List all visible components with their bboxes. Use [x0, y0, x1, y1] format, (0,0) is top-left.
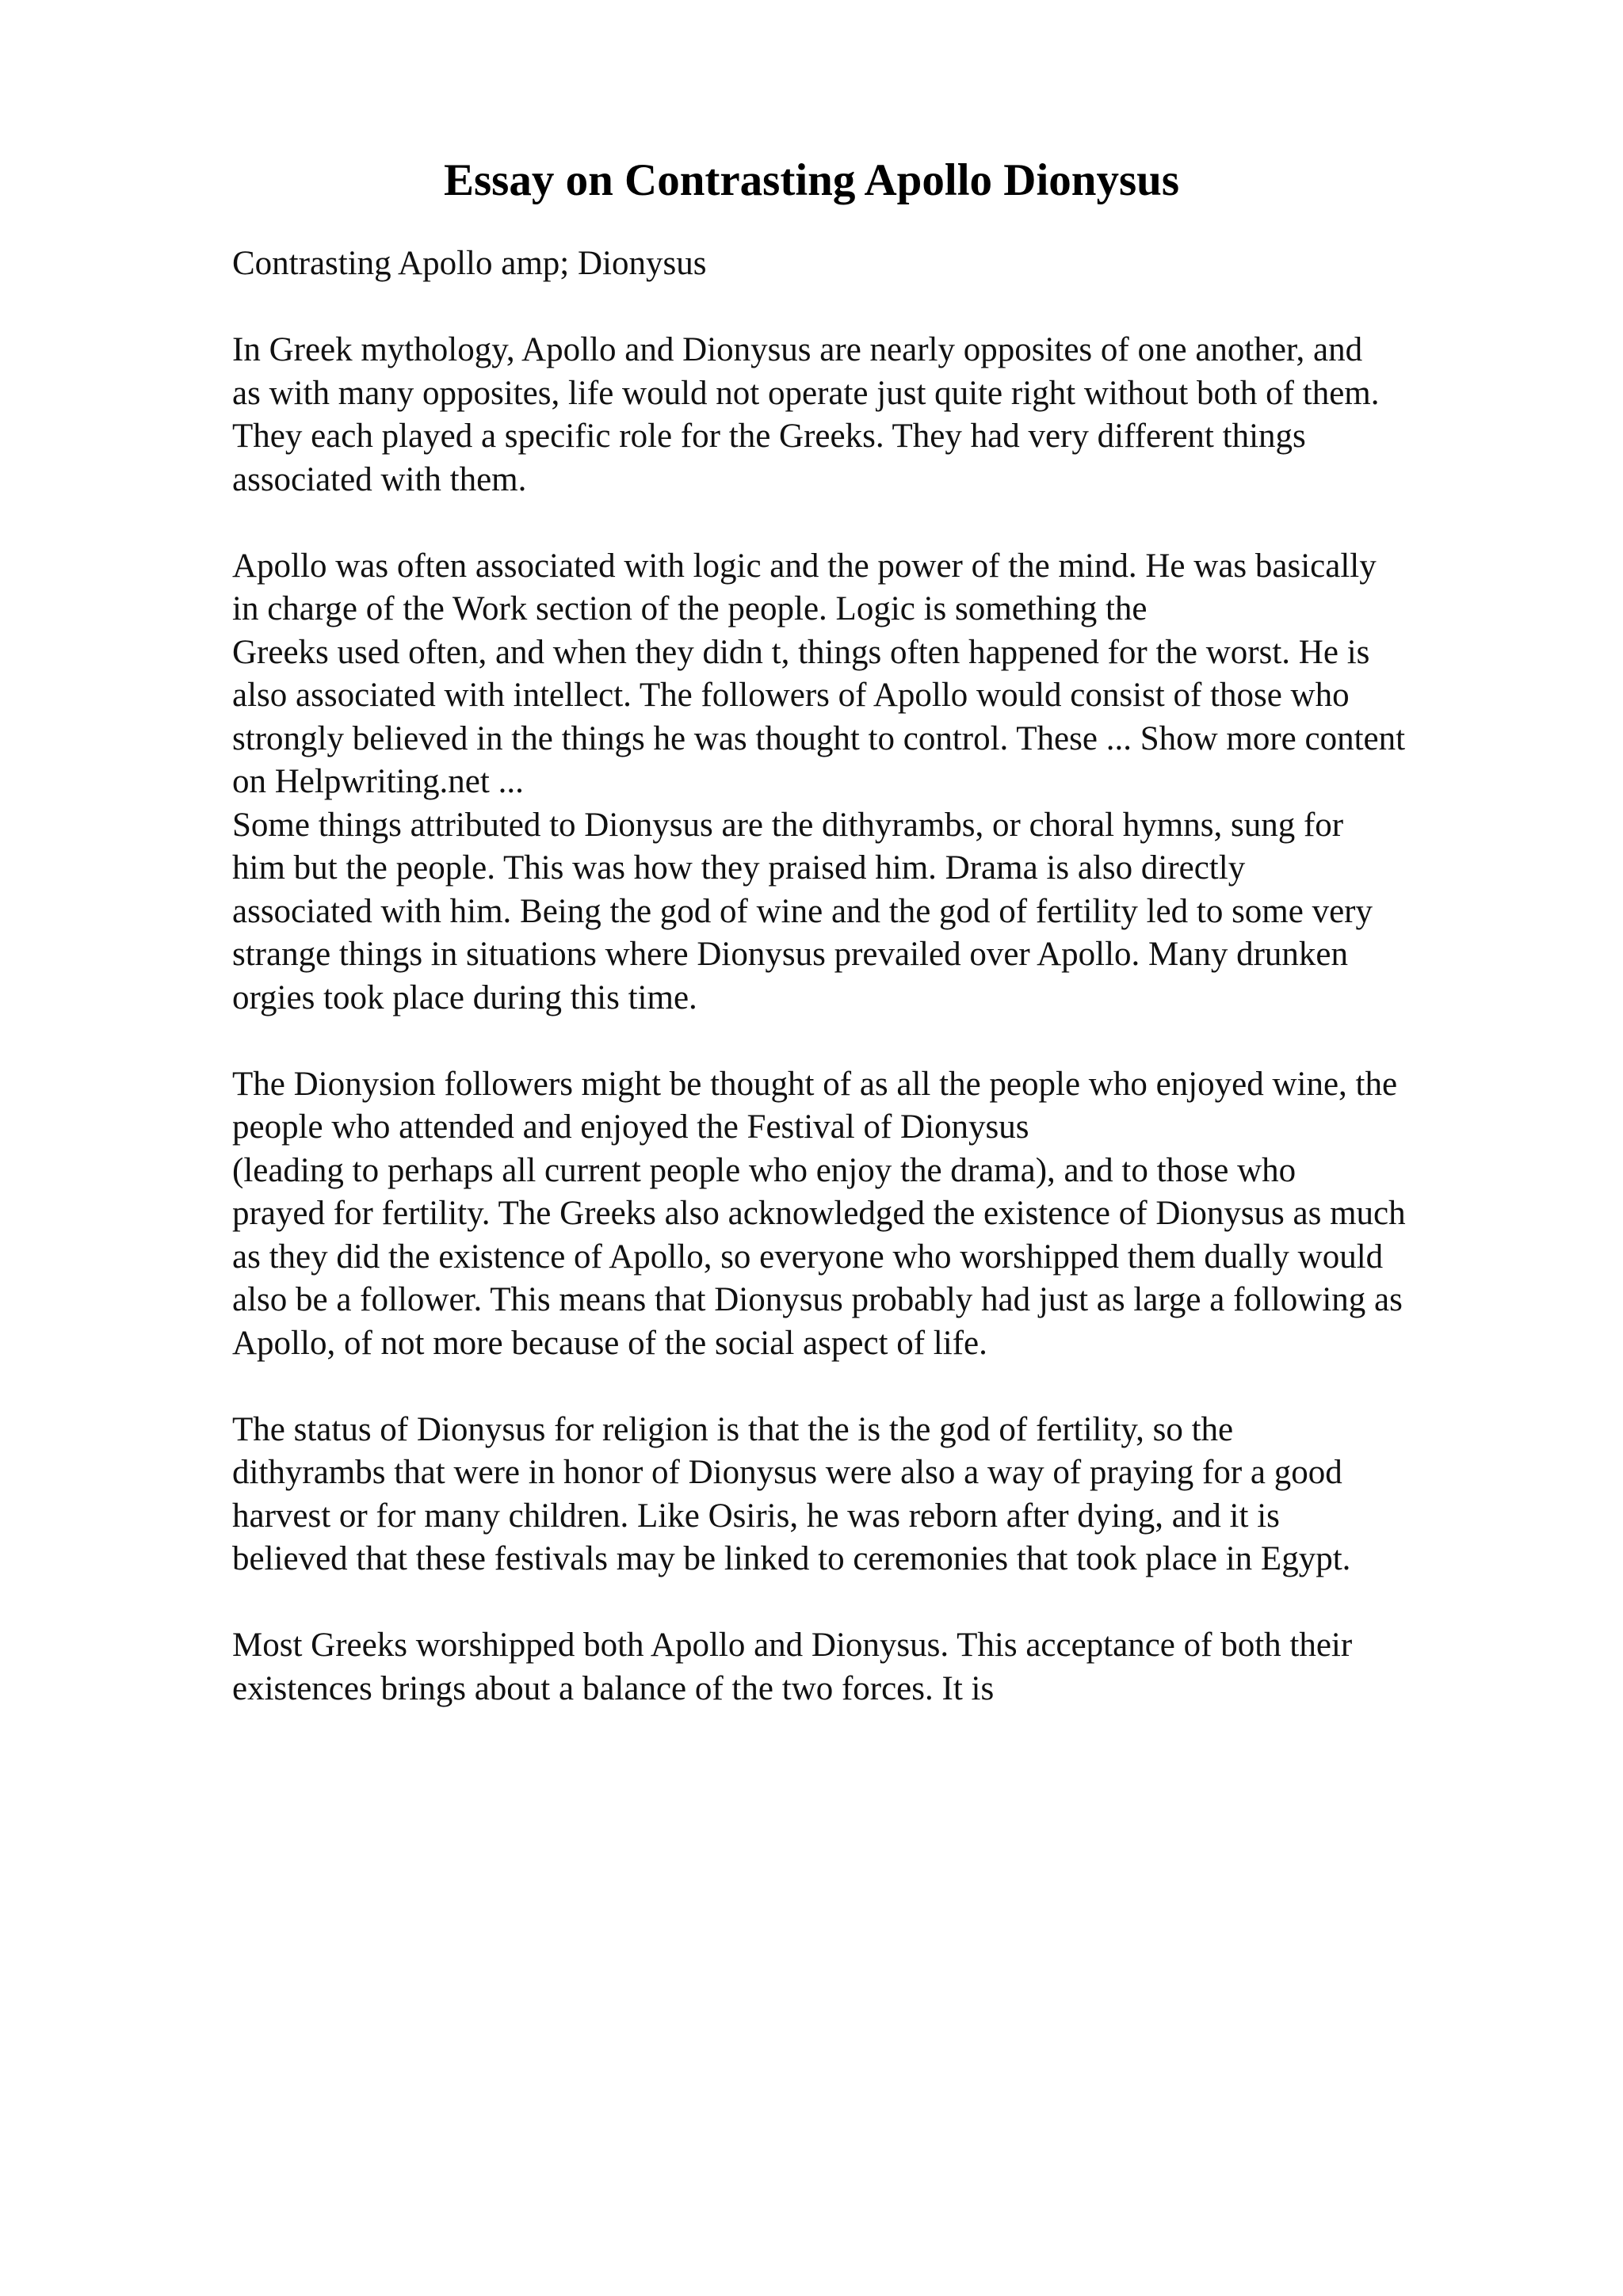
text-line: as they did the existence of Apollo, so everyone who worshipped them dually would [232, 1238, 1384, 1276]
text-line: prayed for fertility. The Greeks also acknowledged the existence of Dionysus as much [232, 1195, 1406, 1232]
paragraph-gap [232, 1020, 1548, 1063]
text-line: associated with them. [232, 460, 527, 498]
text-line: strange things in situations where Dionysus prevailed over Apollo. Many drunken [232, 936, 1349, 973]
text-line: existences brings about a balance of the two forces. It is [232, 1669, 995, 1707]
text-line: also associated with intellect. The followers of Apollo would consist of those who [232, 677, 1350, 714]
text-line: in charge of the Work section of the people. Logic is something the [232, 590, 1148, 627]
text-line: believed that these festivals may be linked to ceremonies that took place in Egypt. [232, 1540, 1351, 1577]
text-line: (leading to perhaps all current people who enjoy the drama), and to those who [232, 1151, 1296, 1189]
text-line: Greeks used often, and when they didn t, things often happened for the worst. He is [232, 633, 1370, 671]
paragraph-4 [232, 1409, 1548, 1581]
paragraph-5 [232, 1624, 1548, 1711]
text-line: dithyrambs that were in honor of Dionysus were also a way of praying for a good [232, 1454, 1342, 1491]
paragraph-2 [232, 545, 1548, 1020]
page-title: Essay on Contrasting Apollo Dionysus [443, 155, 1180, 205]
text-line: Some things attributed to Dionysus are the dithyrambs, or choral hymns, sung for [232, 806, 1344, 844]
paragraph-gap [232, 502, 1548, 545]
text-line: as with many opposites, life would not operate just quite right without both of them. [232, 374, 1380, 412]
text-line: orgies took place during this time. [232, 978, 697, 1016]
paragraph-gap [232, 286, 1548, 330]
text-line: strongly believed in the things he was thought to control. These ... Show more content [232, 719, 1406, 757]
paragraph-3 [232, 1063, 1548, 1366]
text-line: They each played a specific role for the Greeks. They had very different things [232, 418, 1306, 455]
text-line: also be a follower. This means that Dionysus probably had just as large a following as [232, 1281, 1403, 1318]
text-line: In Greek mythology, Apollo and Dionysus are nearly opposites of one another, and [232, 331, 1363, 368]
text-line: Apollo, of not more because of the social aspect of life. [232, 1324, 987, 1362]
essay-subtitle: Contrasting Apollo amp; Dionysus [232, 245, 707, 282]
paragraph-1 [232, 329, 1548, 502]
text-line: on Helpwriting.net ... [232, 763, 524, 800]
text-line: The status of Dionysus for religion is that the is the god of fertility, so the [232, 1410, 1234, 1448]
text-line: him but the people. This was how they praised him. Drama is also directly [232, 849, 1246, 887]
text-line: associated with him. Being the god of wine and the god of fertility led to some very [232, 892, 1373, 930]
essay-body [232, 242, 1548, 1711]
text-line: harvest or for many children. Like Osiris, he was reborn after dying, and it is [232, 1497, 1280, 1535]
text-line: The Dionysion followers might be thought of as all the people who enjoyed wine, the [232, 1065, 1398, 1103]
text-line: Most Greeks worshipped both Apollo and Dionysus. This acceptance of both their [232, 1627, 1353, 1664]
text-line: people who attended and enjoyed the Festival of Dionysus [232, 1108, 1029, 1146]
paragraph-gap [232, 1365, 1548, 1409]
text-line: Apollo was often associated with logic and the power of the mind. He was basically [232, 547, 1377, 585]
paragraph-gap [232, 1581, 1548, 1625]
